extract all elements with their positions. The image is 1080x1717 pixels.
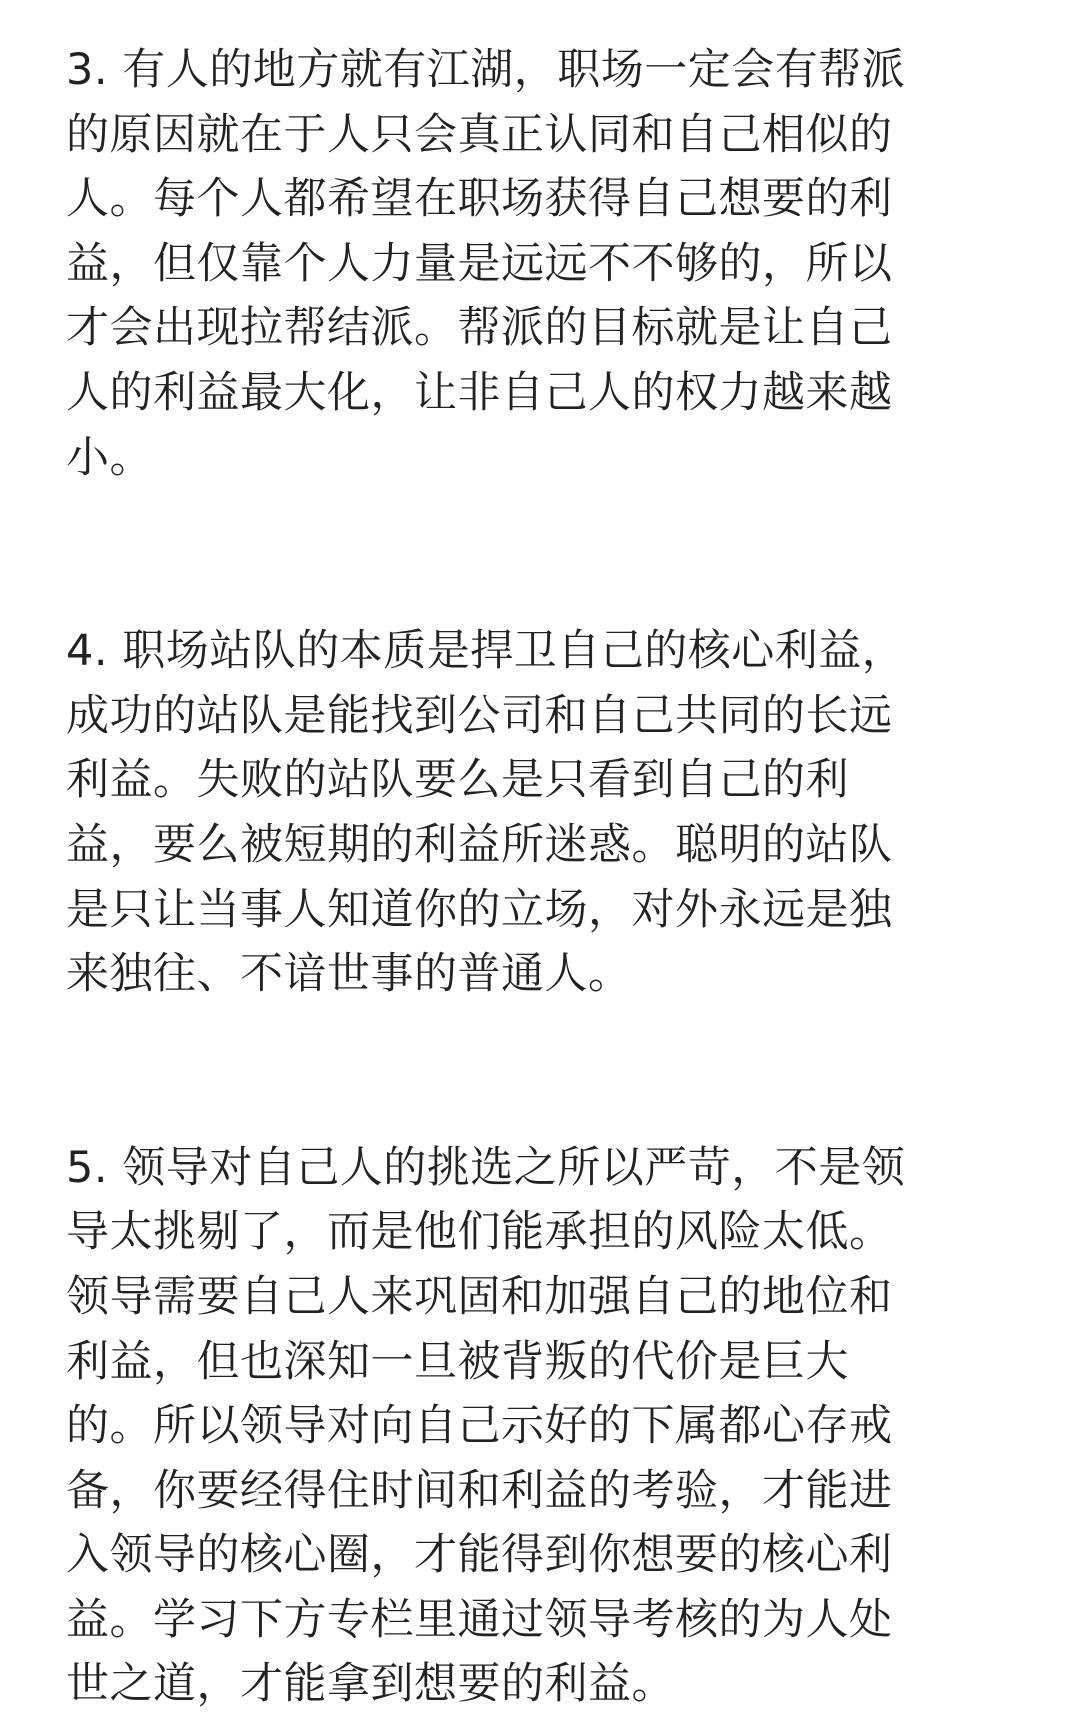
text-line: 益，要么被短期的利益所迷惑。聪明的站队 xyxy=(66,819,893,870)
text-line: 利益，但也深知一旦被背叛的代价是巨大 xyxy=(66,1336,849,1387)
text-line: 的。所以领导对向自己示好的下属都心存戒 xyxy=(66,1401,893,1452)
paragraph-4 xyxy=(66,619,1016,1007)
paragraph-spacer xyxy=(66,490,1016,619)
text-line: 人的利益最大化，让非自己人的权力越来越 xyxy=(66,367,893,418)
text-line: 5. 领导对自己人的挑选之所以严苛，不是领 xyxy=(66,1142,906,1193)
text-line: 导太挑剔了，而是他们能承担的风险太低。 xyxy=(66,1207,893,1258)
text-line: 小。 xyxy=(66,432,153,483)
text-line: 备，你要经得住时间和利益的考验，才能进 xyxy=(66,1465,893,1516)
article-body xyxy=(66,38,1016,1717)
text-line: 才会出现拉帮结派。帮派的目标就是让自己 xyxy=(66,303,893,354)
text-line: 利益。失败的站队要么是只看到自己的利 xyxy=(66,755,849,806)
paragraph-spacer xyxy=(66,1007,1016,1136)
paragraph-5 xyxy=(66,1136,1016,1717)
text-line: 成功的站队是能找到公司和自己共同的长远 xyxy=(66,690,893,741)
text-line: 领导需要自己人来巩固和加强自己的地位和 xyxy=(66,1271,893,1322)
text-line: 来独往、不谙世事的普通人。 xyxy=(66,949,632,1000)
text-line: 3. 有人的地方就有江湖，职场一定会有帮派 xyxy=(66,45,906,95)
text-line: 4. 职场站队的本质是捍卫自己的核心利益， xyxy=(66,626,906,677)
paragraph-3 xyxy=(66,38,1016,490)
text-line: 世之道，才能拿到想要的利益。 xyxy=(66,1659,675,1710)
text-line: 益。学习下方专栏里通过领导考核的为人处 xyxy=(66,1594,893,1645)
text-line: 入领导的核心圈，才能得到你想要的核心利 xyxy=(66,1530,893,1581)
text-line: 人。每个人都希望在职场获得自己想要的利 xyxy=(66,174,893,225)
text-line: 的原因就在于人只会真正认同和自己相似的 xyxy=(66,109,893,160)
text-line: 益，但仅靠个人力量是远远不不够的，所以 xyxy=(66,238,893,289)
text-line: 是只让当事人知道你的立场，对外永远是独 xyxy=(66,884,893,935)
